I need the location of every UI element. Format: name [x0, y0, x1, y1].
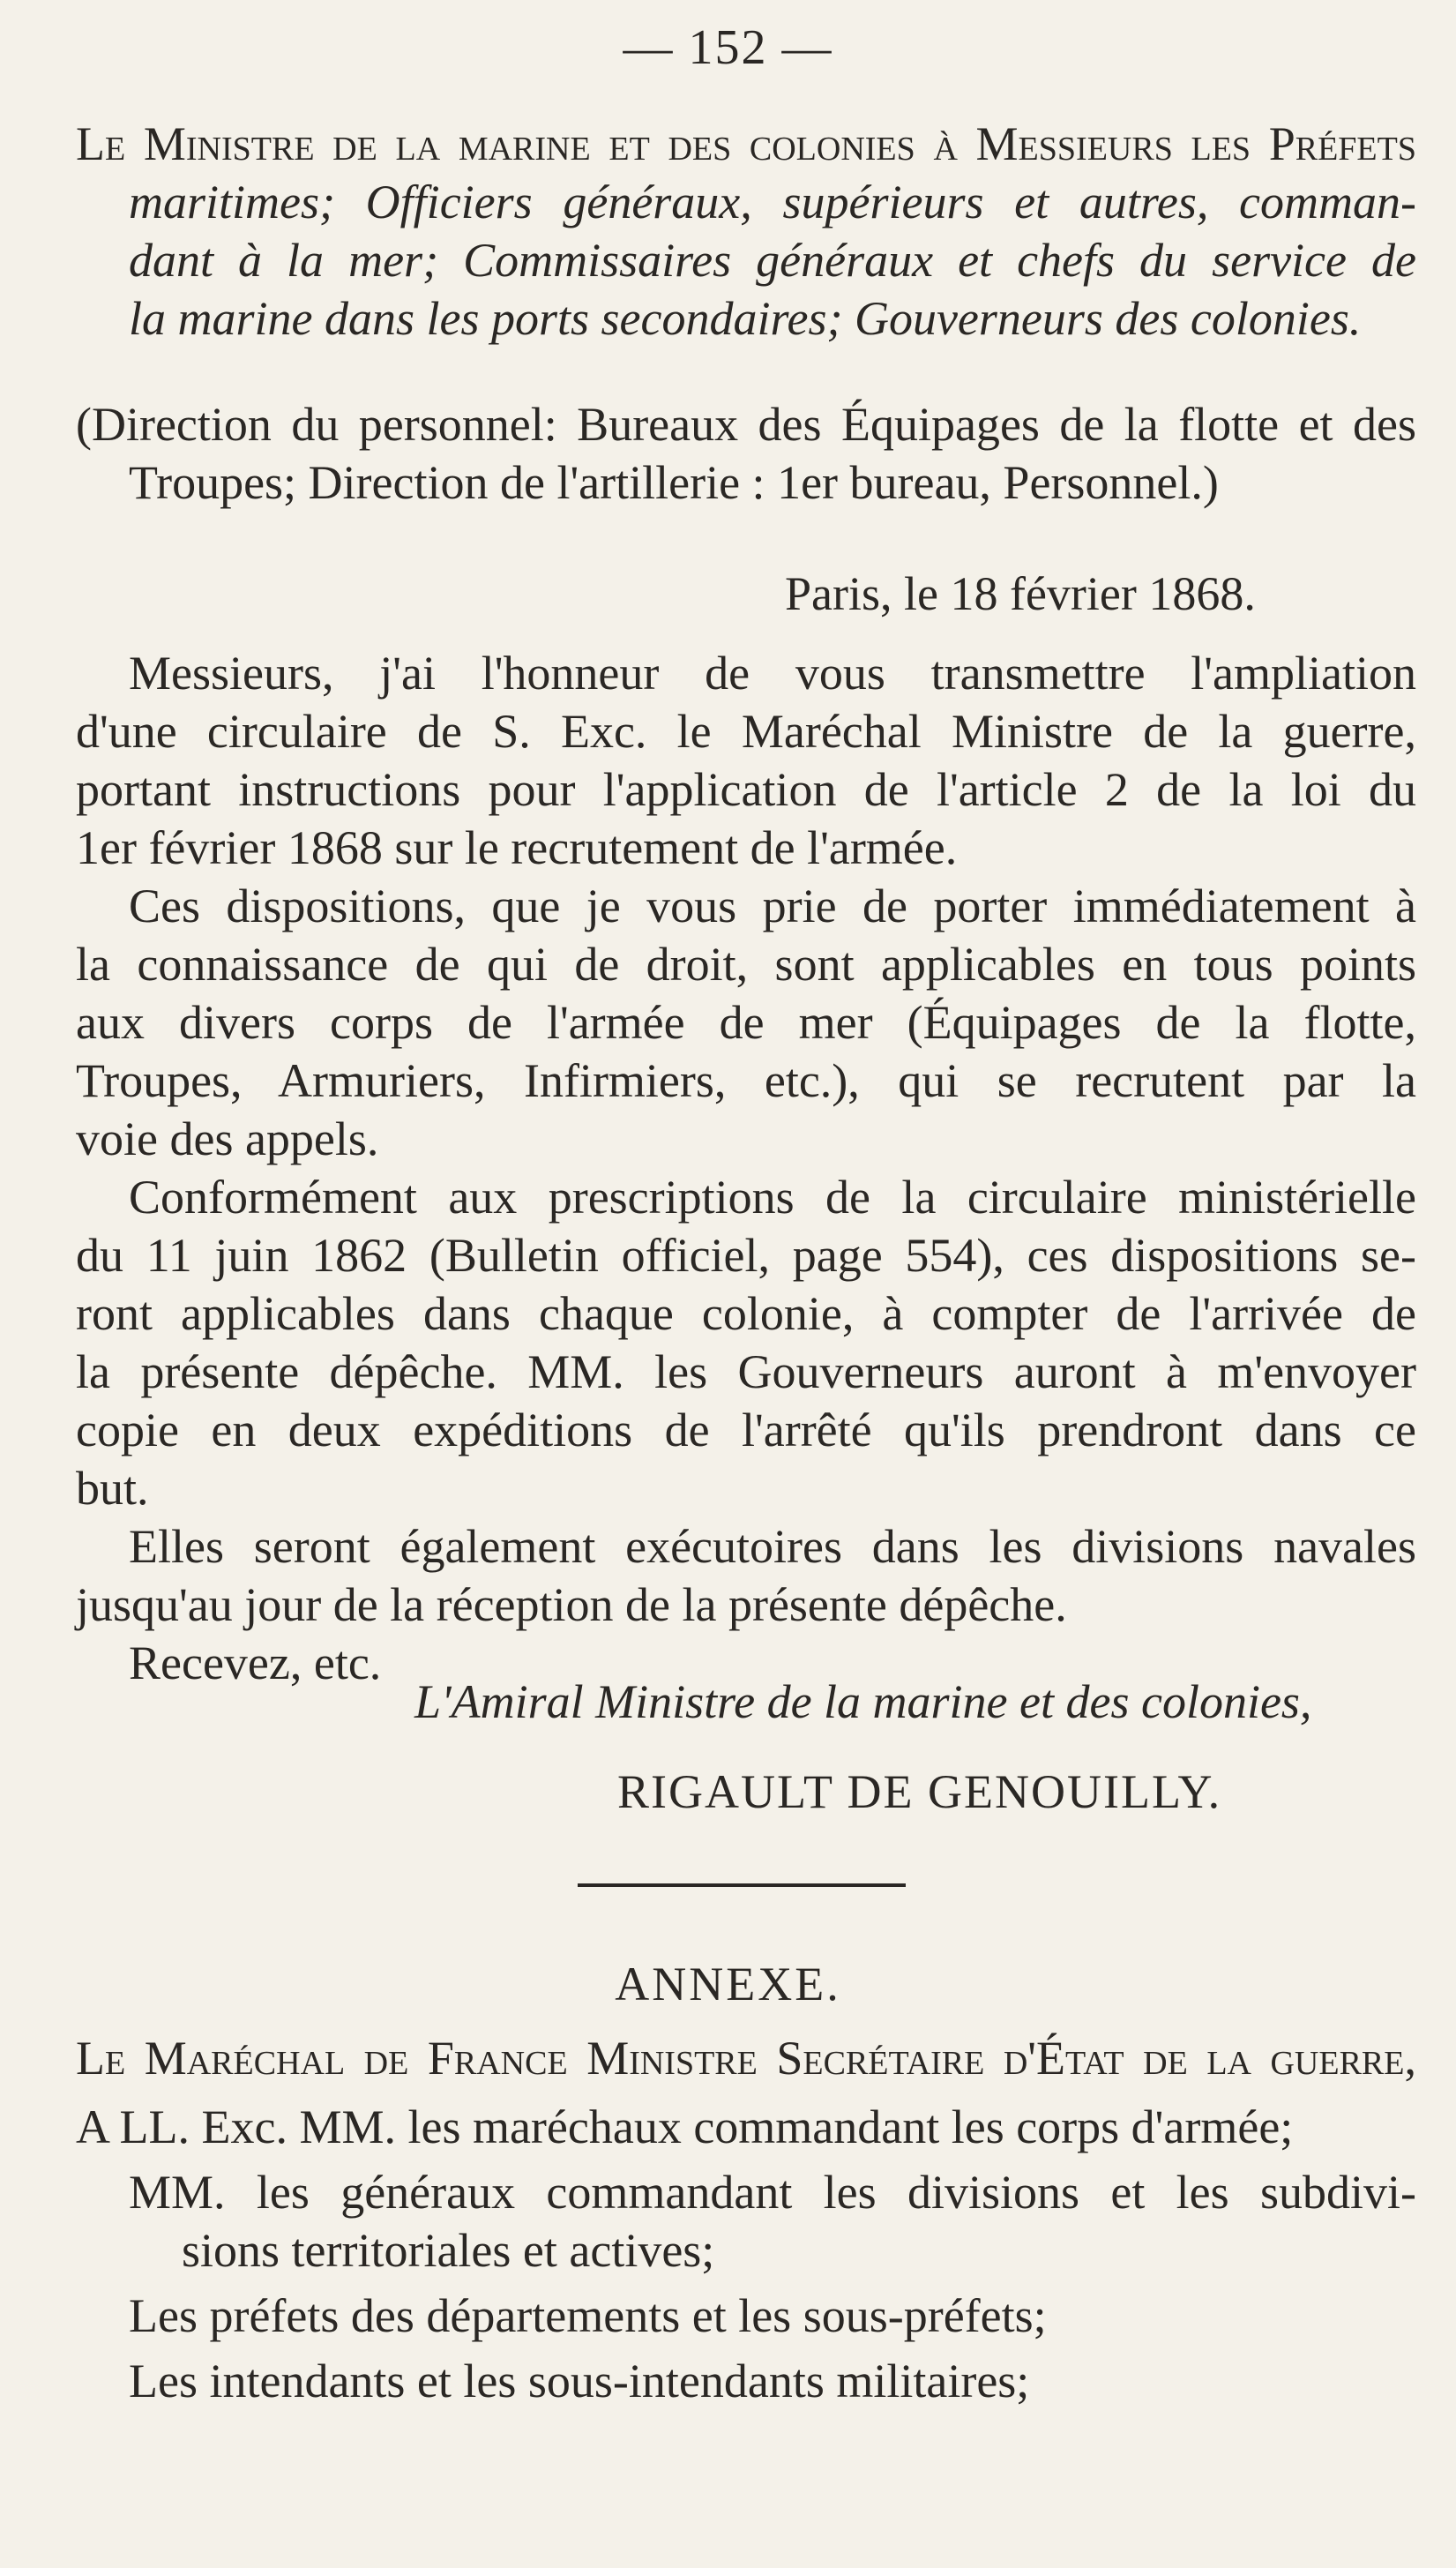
body-line: Troupes, Armuriers, Infirmiers, etc.), qui se recrutent par la: [76, 1054, 1416, 1107]
direction-note: [76, 395, 1416, 512]
body-line: Recevez, etc.: [129, 1636, 382, 1689]
signature-name: RIGAULT DE GENOUILLY.: [617, 1765, 1222, 1818]
annexe-heading: ANNEXE.: [615, 1958, 841, 2010]
body-line: voie des appels.: [76, 1112, 379, 1165]
body-line: ront applicables dans chaque colonie, à compter de l'arrivée de: [76, 1287, 1416, 1340]
body-line: aux divers corps de l'armée de mer (Équipages de la flotte,: [76, 996, 1416, 1049]
annexe-addressees: [76, 2029, 1416, 2410]
body-line: 1er février 1868 sur le recrutement de l'armée.: [76, 821, 958, 874]
annexe-from: Le Maréchal de France Ministre Secrétaire d'État de la guerre,: [76, 2032, 1416, 2085]
body-line: portant instructions pour l'application de l'article 2 de la loi du: [76, 763, 1416, 816]
header-line: dant à la mer; Commissaires généraux et chefs du service de: [129, 234, 1416, 287]
annexe-addressee: Les préfets des départements et les sous-préfets;: [129, 2289, 1047, 2342]
header-line: la marine dans les ports secondaires; Gouverneurs des colonies.: [129, 292, 1362, 345]
header-line: Le Ministre de la marine et des colonies à Messieurs les Préfets: [76, 117, 1416, 170]
body-line: la présente dépêche. MM. les Gouverneurs auront à m'envoyer: [76, 1345, 1416, 1398]
body-line: Messieurs, j'ai l'honneur de vous transmettre l'ampliation: [129, 647, 1416, 700]
annexe-addressee: MM. les généraux commandant les divisions et les subdivi-: [129, 2166, 1416, 2219]
body-line: but.: [76, 1462, 149, 1515]
direction-line: Troupes; Direction de l'artillerie : 1er bureau, Personnel.): [129, 456, 1219, 509]
body-line: Conformément aux prescriptions de la circulaire ministérielle: [129, 1171, 1416, 1224]
body-line: Elles seront également exécutoires dans les divisions navales: [129, 1520, 1416, 1573]
page-number: — 152 —: [623, 20, 833, 75]
signature-title: L'Amiral Ministre de la marine et des colonies,: [414, 1675, 1312, 1728]
body-line: d'une circulaire de S. Exc. le Maréchal Ministre de la guerre,: [76, 705, 1416, 758]
annexe-addressee: A LL. Exc. MM. les maréchaux commandant les corps d'armée;: [76, 2100, 1294, 2153]
dateline-text: Paris, le 18 février 1868.: [785, 567, 1256, 620]
annexe-addressee: Les intendants et les sous-intendants militaires;: [129, 2355, 1030, 2407]
circular-header: [76, 115, 1416, 348]
body-line: Ces dispositions, que je vous prie de porter immédiatement à: [129, 880, 1416, 932]
body-line: copie en deux expéditions de l'arrêté qu'ils prendront dans ce: [76, 1404, 1416, 1456]
annexe-addressee: sions territoriales et actives;: [182, 2224, 715, 2277]
letter-body: [76, 644, 1416, 1692]
header-line: maritimes; Officiers généraux, supérieurs et autres, comman-: [129, 176, 1416, 228]
body-line: jusqu'au jour de la réception de la présente dépêche.: [76, 1578, 1067, 1631]
body-line: du 11 juin 1862 (Bulletin officiel, page 554), ces dispositions se-: [76, 1229, 1416, 1282]
dateline: [785, 565, 1402, 623]
section-divider: [578, 1883, 906, 1887]
direction-line: (Direction du personnel: Bureaux des Équipages de la flotte et des: [76, 398, 1416, 451]
body-line: la connaissance de qui de droit, sont applicables en tous points: [76, 938, 1416, 991]
